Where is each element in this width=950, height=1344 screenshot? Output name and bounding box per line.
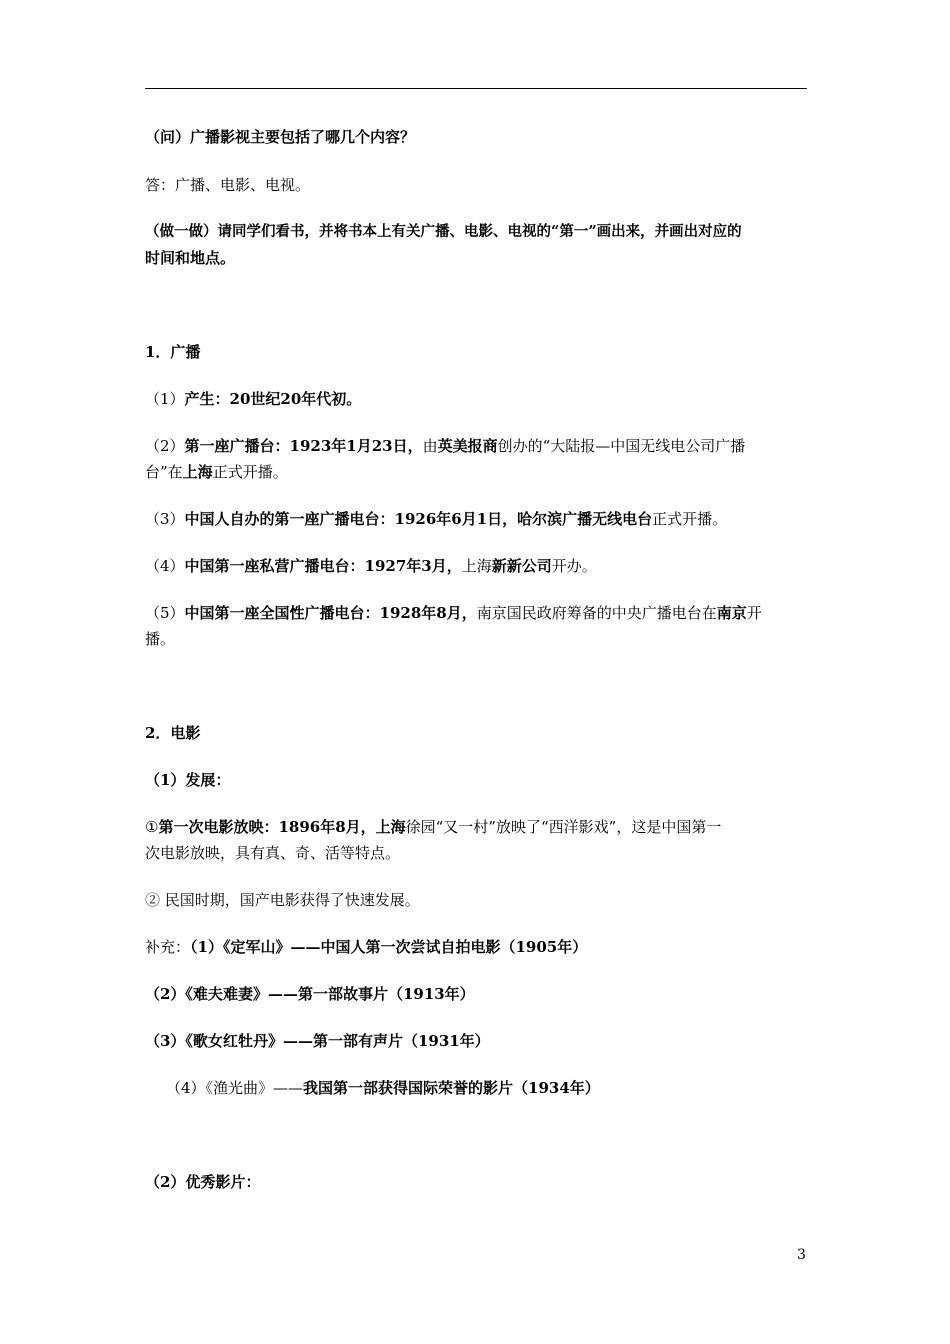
supplement-line-4 (166, 1075, 828, 1101)
film-subheading-development: （1）发展： (145, 771, 231, 789)
item-text: 开 (746, 604, 762, 622)
header-rule (145, 88, 807, 89)
task-line-2: 时间和地点。 (145, 249, 236, 267)
item-text: 徐园“又一村”放映了“西洋影戏”，这是中国第一 (405, 818, 722, 836)
broadcast-item-2-cont (145, 459, 807, 485)
item-number: （2） (145, 437, 185, 455)
broadcast-item-4 (145, 553, 807, 579)
film-point-1-cont: 次电影放映，具有真、奇、活等特点。 (145, 844, 401, 862)
item-text-bold: 中国第一座私营广播电台：1927年3月， (184, 557, 462, 575)
item-text-bold: 第一次电影放映：1896年8月，上海 (158, 818, 406, 836)
item-text-bold: 中国人自办的第一座广播电台：1926年6月1日，哈尔滨广播无线电台 (184, 510, 653, 528)
item-text: 开办。 (551, 557, 597, 575)
item-text-bold: 我国第一部获得国际荣誉的影片（1934年） (303, 1079, 600, 1097)
section-heading-film: 2．电影 (145, 724, 201, 742)
item-text-bold: 第一座广播台：1923年1月23日， (184, 437, 423, 455)
question-line: （问）广播影视主要包括了哪几个内容？ (145, 128, 416, 146)
item-number: （5） (145, 604, 185, 622)
broadcast-item-1 (145, 386, 807, 412)
item-number: （4） (145, 557, 185, 575)
item-text-bold: 中国第一座全国性广播电台：1928年8月， (184, 604, 477, 622)
item-text-bold: 新新公司 (491, 557, 552, 575)
item-text: 创办的“大陆报—中国无线电公司广播 (497, 437, 746, 455)
broadcast-item-5-cont: 播。 (145, 630, 176, 648)
task-line-1: （做一做）请同学们看书，并将书本上有关广播、电影、电视的“第一”画出来，并画出对应的 (145, 223, 742, 240)
item-text-bold: 英美报商 (437, 437, 498, 455)
broadcast-item-5 (145, 600, 807, 626)
item-text: 南京国民政府筹备的中央广播电台在 (476, 604, 717, 622)
item-text-bold: 南京 (716, 604, 747, 622)
item-text-bold: 上海 (182, 463, 213, 481)
film-point-2: ② 民国时期，国产电影获得了快速发展。 (145, 891, 420, 909)
item-text: 正式开播。 (212, 463, 288, 481)
item-number: （3） (145, 510, 185, 528)
film-point-1 (145, 814, 807, 840)
supplement-line-3: （3）《歌女红牡丹》——第一部有声片（1931年） (145, 1032, 490, 1050)
section-heading-broadcast: 1．广播 (145, 343, 201, 361)
item-text: 产生：20世纪20年代初。 (184, 390, 362, 408)
supplement-line-1 (145, 934, 807, 960)
film-subheading-excellent: （2）优秀影片： (145, 1173, 261, 1191)
item-text-bold: （1）《定军山》——中国人第一次尝试自拍电影（1905年） (190, 938, 588, 956)
item-number: （1） (145, 390, 185, 408)
item-text: 台”在 (145, 463, 183, 481)
broadcast-item-3 (145, 506, 807, 532)
item-text: 正式开播。 (652, 510, 728, 528)
answer-line: 答：广播、电影、电视。 (145, 176, 311, 194)
broadcast-item-2 (145, 433, 807, 459)
supplement-line-2: （2）《难夫难妻》——第一部故事片（1913年） (145, 985, 475, 1003)
supplement-label: 补充： (145, 938, 191, 956)
item-text: （4）《渔光曲》—— (166, 1079, 304, 1097)
page-number: 3 (797, 1247, 806, 1263)
circled-number: ① (145, 818, 159, 836)
item-text: 上海 (461, 557, 492, 575)
item-text: 由 (422, 437, 438, 455)
